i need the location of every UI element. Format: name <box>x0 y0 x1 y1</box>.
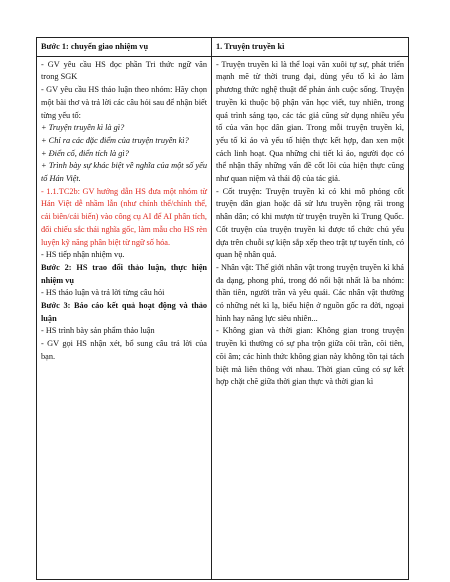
step1-heading: Bước 1: chuyển giao nhiệm vụ <box>37 38 212 57</box>
teacher-student-activities-cell <box>37 56 212 579</box>
content-cell <box>212 56 409 579</box>
plot-paragraph: - Cốt truyện: Truyện truyền kì có khi mô phỏng cốt truyện dân gian hoặc dã sử lưu truyền rộng rãi trong nhân dân; có khi mượn từ truyện truyền kì Trung Quốc. Cốt truyện của truyện truyền kì được tổ chức chủ yếu dựa trên chuỗi sự kiện sắp xếp theo trật tự tuyến tính, có quan hệ nhân quả. <box>216 186 404 260</box>
table-header-row <box>37 38 409 57</box>
question-characteristics: + Chỉ ra các đặc điểm của truyện truyền kì? <box>41 135 189 145</box>
ai-guidance-note: - 1.1.TC2b: GV hướng dẫn HS đưa một nhóm từ Hán Việt dễ nhầm lẫn (như chính thể/chỉnh thể, cải biên/cải biến) vào công cụ AI để AI phân tích, đối chiếu sắc thái nghĩa gốc, làm mẫu cho HS rèn luyện kỹ năng phân biệt từ ngữ số hóa. <box>41 186 207 247</box>
task-group-discussion: - GV yêu cầu HS thảo luận theo nhóm: Hãy chọn một bài thơ và trả lời các câu hỏi sau để nhận biết từng yếu tố: <box>41 85 207 120</box>
students-present: - HS trình bày sản phẩm thảo luận <box>41 326 155 336</box>
space-time-paragraph: - Không gian và thời gian: Không gian trong truyện truyền kì thường có sự pha trộn giữa cõi trần, cõi tiên, cõi âm; các hình thức không gian này không tồn tại tách biệt mà liên thông với nhau. Thời gian cũng có sự kết hợp chặt chẽ giữa thời gian thực và thời gian kì <box>216 326 404 387</box>
lesson-table <box>36 37 409 580</box>
question-sino-vietnamese: + Trình bày sự khác biệt về nghĩa của một số yếu tố Hán Việt. <box>41 161 207 184</box>
characters-paragraph: - Nhân vật: Thế giới nhân vật trong truyện truyền kì khá đa dạng, phong phú, trong đó nổi bật nhất là ba nhóm: thần tiên, người trần và yêu quái. Các nhân vật thường có những nét kì lạ, biểu hiện ở nguồn gốc ra đời, ngoại hình hay năng lực siêu nhiên... <box>216 262 404 323</box>
definition-paragraph: - Truyện truyền kì là thể loại văn xuôi tự sự, phát triển mạnh mẽ từ thời trung đại, dùng yếu tố kì ảo làm phương thức nghệ thuật để phản ánh cuộc sống. Truyện truyền kì thuộc bộ phận văn học viết, tuy nhiên, trong quá trình sáng tạo, các tác giả cũng sử dụng nhiều yếu tố của văn học dân gian. Trong mỗi truyện truyền kì, yếu tố kì ảo và yếu tố hiện thực kết hợp, đan xen một cách linh hoạt. Qua những chi tiết kì ảo, người đọc có thể nhận thấy những vấn đề cốt lõi của hiện thực cũng như quan niệm và thái độ của tác giả. <box>216 59 404 184</box>
students-discuss: - HS thảo luận và trả lời từng câu hỏi <box>41 288 165 298</box>
students-receive-task: - HS tiếp nhận nhiệm vụ. <box>41 250 125 260</box>
section-heading-truyen-truyen-ki: 1. Truyện truyền kì <box>212 38 409 57</box>
task-read-knowledge: - GV yêu cầu HS đọc phần Tri thức ngữ văn trong SGK <box>41 59 207 82</box>
question-definition: + Truyện truyền kì là gì? <box>41 123 125 133</box>
question-allusion: + Điển cố, điển tích là gì? <box>41 148 129 158</box>
step3-heading: Bước 3: Báo cáo kết quả hoạt động và thảo luận <box>41 301 207 323</box>
step2-heading: Bước 2: HS trao đổi thảo luận, thực hiện nhiệm vụ <box>41 262 207 285</box>
teacher-calls-feedback: - GV gọi HS nhận xét, bổ sung câu trả lời của bạn. <box>41 339 207 361</box>
table-body-row <box>37 56 409 579</box>
